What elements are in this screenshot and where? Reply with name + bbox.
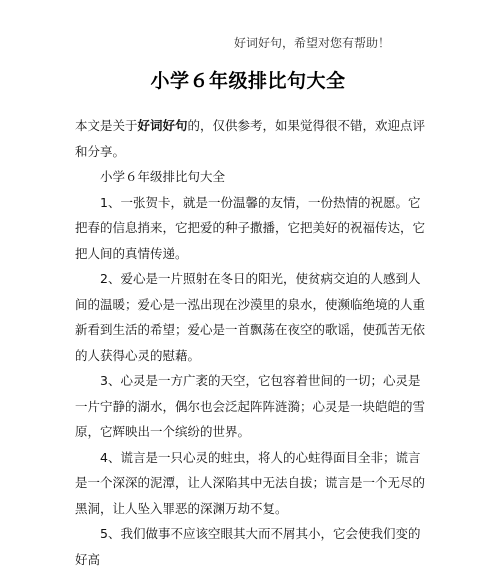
list-item: 4、谎言是一只心灵的蛀虫，将人的心蛀得面目全非；谎言是一个深深的泥潭，让人深陷其中无法自拔；谎言是一个无尽的黑洞，让人坠入罪恶的深渊万劫不复。 — [75, 449, 426, 516]
document-body — [75, 113, 427, 572]
header-note: 好词好句，希望对您有帮助！ — [234, 36, 391, 50]
section-subtitle: 小学６年级排比句大全 — [100, 169, 226, 184]
list-item: 3、心灵是一方广袤的天空，它包容着世间的一切；心灵是一片宁静的湖水，偶尔也会泛起阵阵涟漪；心灵是一块皑皑的雪原，它辉映出一个缤纷的世界。 — [75, 373, 426, 439]
list-item: 5、我们做事不应该空眼其大而不屑其小，它会使我们变的好高 — [75, 526, 421, 567]
list-item: 1、一张贺卡，就是一份温馨的友情，一份热情的祝愿。它把春的信息捎来，它把爱的种子撒播，它把美好的祝福传达，它把人间的真情传递。 — [75, 194, 426, 261]
page-title: 小学６年级排比句大全 — [150, 70, 346, 92]
list-item: 2、爱心是一片照射在冬日的阳光，使贫病交迫的人感到人间的温暖；爱心是一泓出现在沙漠里的泉水，使濒临绝境的人重新看到生活的希望；爱心是一首飘荡在夜空的歌谣，使孤苦无依的人获得心灵的慰藉。 — [75, 271, 426, 363]
intro-paragraph — [75, 113, 427, 164]
intro-suffix: 的，仅供参考，如果觉得很不错，欢迎点评和分享。 — [75, 118, 426, 159]
intro-keyword-link[interactable]: 好词好句 — [137, 118, 188, 133]
intro-prefix: 本文是关于 — [75, 118, 138, 133]
